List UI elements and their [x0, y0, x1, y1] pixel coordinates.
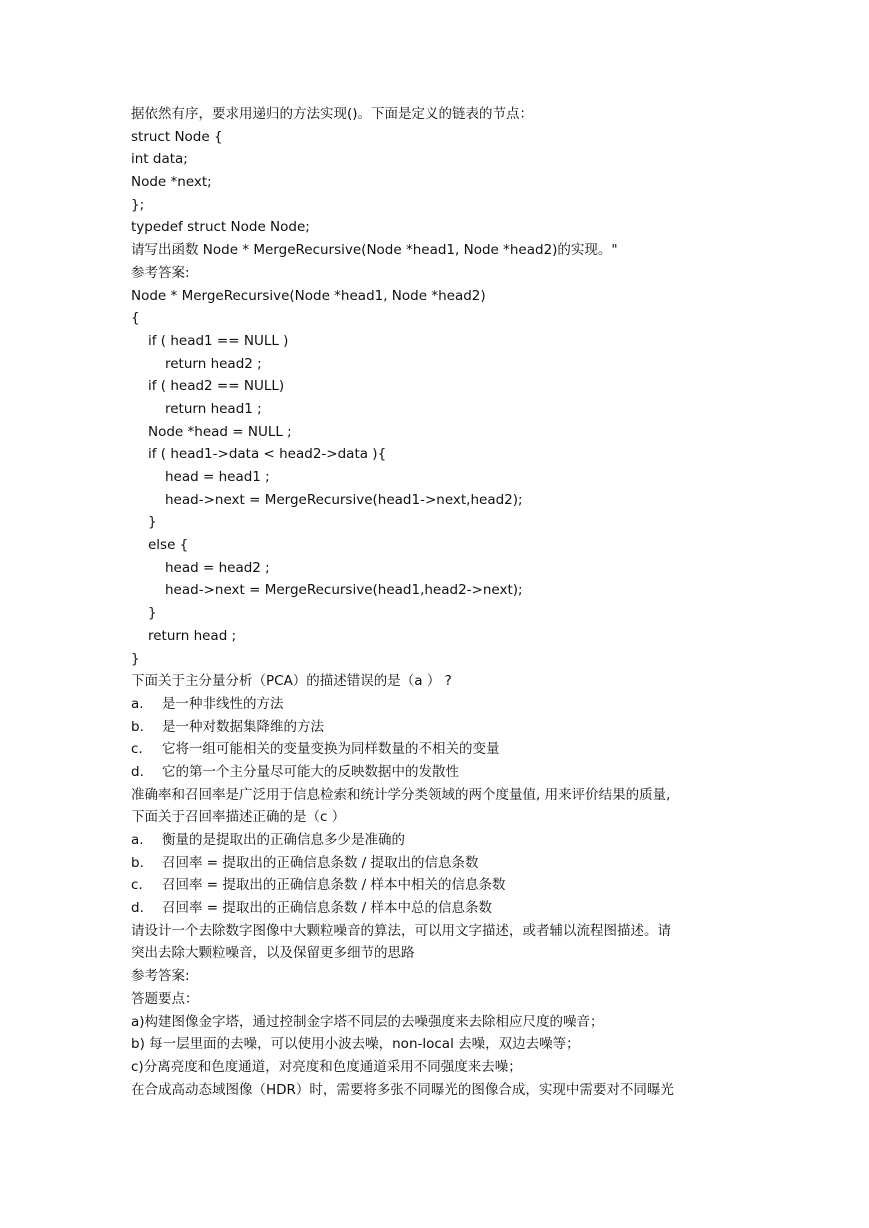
option-label: b. — [131, 718, 144, 735]
option-label: d. — [131, 763, 144, 780]
question-text: 准确率和召回率是广泛用于信息检索和统计学分类领域的两个度量值, 用来评价结果的质量, — [131, 786, 671, 803]
code-line: if ( head1->data < head2->data ){ — [148, 446, 387, 463]
option-item — [131, 829, 751, 852]
code-line: Node *head = NULL ; — [148, 423, 292, 440]
option-text: 召回率 = 提取出的正确信息条数 / 样本中总的信息条数 — [162, 900, 493, 917]
code-line: } — [148, 514, 157, 531]
question-text: 下面关于召回率描述正确的是（c ） — [131, 809, 346, 826]
code-line: struct Node { — [131, 128, 223, 145]
text-line: 据依然有序，要求用递归的方法实现()。下面是定义的链表的节点： — [131, 106, 534, 122]
code-line: head->next = MergeRecursive(head1->next,head2); — [165, 491, 523, 508]
option-item — [131, 716, 751, 739]
option-text: 召回率 = 提取出的正确信息条数 / 提取出的信息条数 — [162, 854, 479, 871]
option-text: 它的第一个主分量尽可能大的反映数据中的发散性 — [162, 763, 459, 780]
question-text: 下面关于主分量分析（PCA）的描述错误的是（a ） ? — [131, 673, 452, 690]
code-line: else { — [148, 537, 189, 554]
code-line: head = head2 ; — [165, 559, 270, 576]
code-line: Node *next; — [131, 174, 212, 191]
option-item — [131, 693, 751, 716]
option-label: a. — [131, 832, 144, 848]
document-page — [131, 103, 751, 1101]
code-line: } — [131, 650, 140, 667]
option-label: c. — [131, 877, 143, 894]
option-text: 是一种非线性的方法 — [162, 695, 284, 712]
question-text: 请设计一个去除数字图像中大颗粒噪音的算法，可以用文字描述，或者辅以流程图描述。请 — [131, 922, 671, 939]
code-line: return head1 ; — [165, 400, 262, 417]
code-line: int data; — [131, 151, 188, 168]
question-text: 请写出函数 Node * MergeRecursive(Node *head1, Node *head2)的实现。" — [131, 242, 618, 259]
code-line: { — [131, 310, 140, 327]
answer-heading: 参考答案: — [131, 264, 190, 281]
option-item — [131, 761, 751, 784]
code-line: head = head1 ; — [165, 469, 270, 485]
option-item — [131, 738, 751, 761]
option-item — [131, 852, 751, 875]
code-line: } — [148, 605, 157, 622]
code-line: head->next = MergeRecursive(head1,head2->next); — [165, 582, 523, 599]
code-line: return head2 ; — [165, 355, 262, 372]
option-text: 衡量的是提取出的正确信息多少是准确的 — [162, 832, 405, 848]
option-item — [131, 897, 751, 920]
code-line: Node * MergeRecursive(Node *head1, Node *head2) — [131, 287, 486, 304]
option-item — [131, 874, 751, 897]
code-line: if ( head2 == NULL) — [148, 378, 285, 395]
answer-heading: 答题要点： — [131, 990, 199, 1007]
option-label: b. — [131, 854, 144, 871]
answer-point: b) 每一层里面的去噪，可以使用小波去噪，non-local 去噪，双边去噪等； — [131, 1036, 580, 1053]
option-text: 召回率 = 提取出的正确信息条数 / 样本中相关的信息条数 — [162, 877, 506, 894]
answer-heading: 参考答案: — [131, 968, 190, 985]
question-text: 突出去除大颗粒噪音，以及保留更多细节的思路 — [131, 945, 415, 962]
question-text: 在合成高动态域图像（HDR）时，需要将多张不同曝光的图像合成，实现中需要对不同曝光 — [131, 1081, 674, 1098]
code-line: }; — [131, 196, 145, 213]
option-label: d. — [131, 900, 144, 917]
code-line: return head ; — [148, 627, 237, 644]
answer-point: c)分离亮度和色度通道，对亮度和色度通道采用不同强度来去噪； — [131, 1058, 522, 1075]
option-label: c. — [131, 741, 143, 758]
option-text: 是一种对数据集降维的方法 — [162, 718, 324, 735]
option-text: 它将一组可能相关的变量变换为同样数量的不相关的变量 — [162, 741, 500, 758]
option-label: a. — [131, 695, 144, 712]
code-line: typedef struct Node Node; — [131, 219, 310, 236]
code-line: if ( head1 == NULL ) — [148, 332, 289, 349]
answer-point: a)构建图像金字塔，通过控制金字塔不同层的去噪强度来去除相应尺度的噪音； — [131, 1013, 604, 1030]
